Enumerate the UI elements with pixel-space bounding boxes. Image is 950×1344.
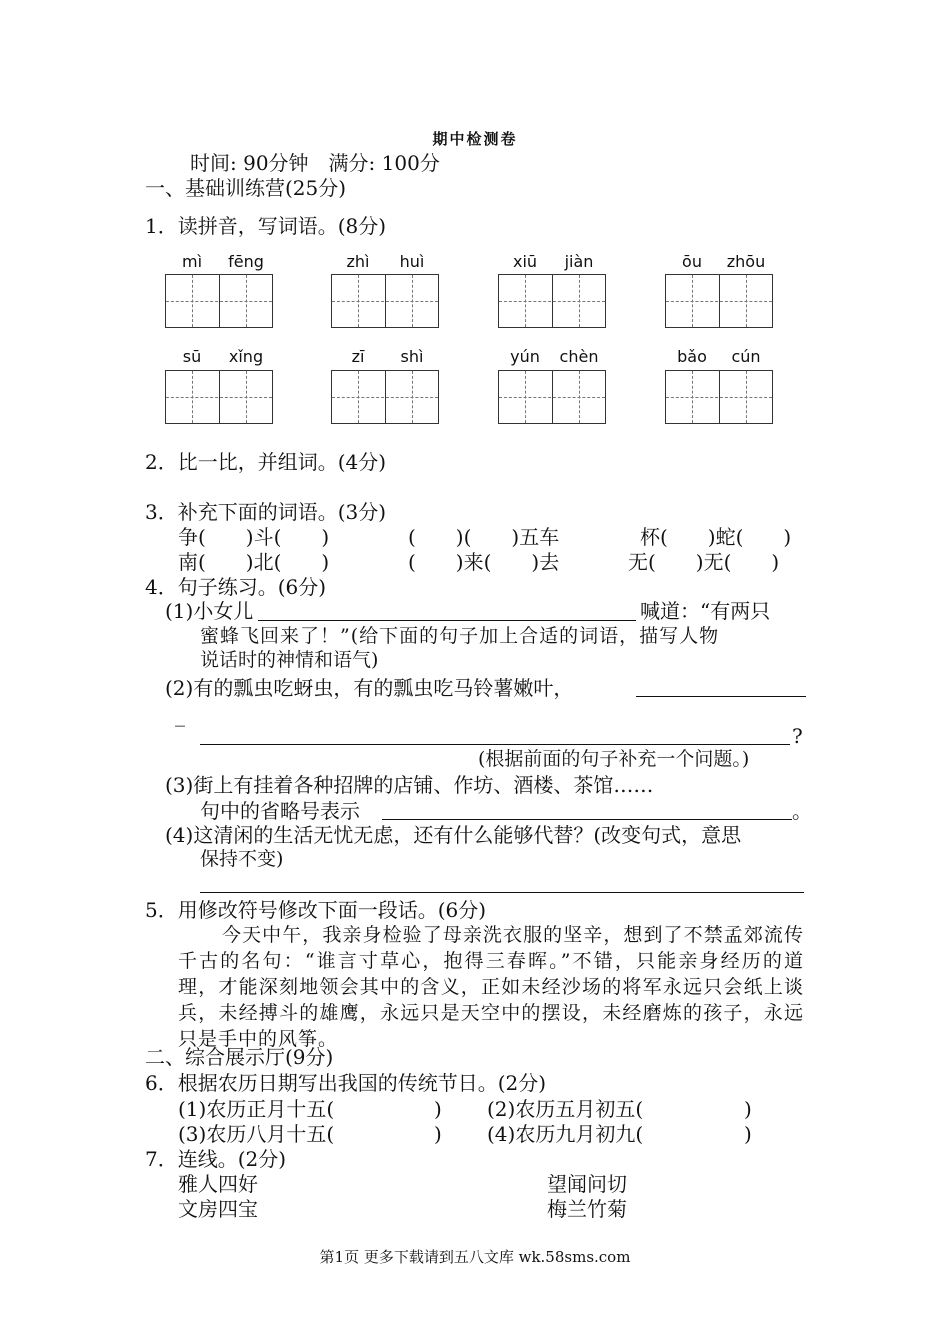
q5-paragraph: 今天中午，我亲身检验了母亲洗衣服的坚辛，想到了不禁孟郊流传千古的名句：“谁言寸草心，抱得三春晖。”不错，只能亲身经历的道理，才能深刻地领会其中的含义，正如未经沙场的将军永远只会纸上谈兵，未经搏斗的雄鹰，永远只是天空中的摆设，未经磨炼的孩子，永远只是手中的风筝。 <box>178 924 804 1050</box>
q4-p4-line2: 保持不变) <box>200 848 284 870</box>
q3-row2-item: ( )来( )去 <box>408 550 560 574</box>
q6-item-close: ) <box>434 1097 442 1121</box>
pinyin-syllable: xiū <box>512 252 538 271</box>
q4-p2-question-mark: ? <box>792 724 803 748</box>
q3-row2-item: 南( )北( ) <box>178 550 330 574</box>
pinyin-syllable: bǎo <box>677 347 707 366</box>
pinyin-syllable: cún <box>731 347 761 366</box>
q4-p4-blank[interactable] <box>200 892 804 893</box>
pinyin-syllable: shì <box>400 347 424 366</box>
writing-grid[interactable] <box>165 370 273 424</box>
pinyin-syllable: huì <box>399 252 425 271</box>
q1-label: 1．读拼音，写词语。(8分) <box>145 214 387 238</box>
q6-item: (2)农历五月初五( <box>487 1097 644 1121</box>
pinyin-syllable: zhōu <box>726 252 766 271</box>
q3-row2-item: 无( )无( ) <box>628 550 780 574</box>
q4-p1-line3: 说话时的神情和语气) <box>200 649 379 671</box>
page-title: 期中检测卷 <box>432 130 518 148</box>
q4-p3-blank[interactable] <box>382 819 792 820</box>
writing-grid[interactable] <box>498 370 606 424</box>
q3-label: 3．补充下面的词语。(3分) <box>145 500 387 524</box>
q4-p1-start: (1)小女儿 <box>165 599 254 623</box>
q4-p3-line1: (3)街上有挂着各种招牌的店铺、作坊、酒楼、茶馆…… <box>165 773 654 797</box>
pinyin-syllable: ōu <box>682 252 702 271</box>
q4-p3-line2: 句中的省略号表示 <box>200 799 360 823</box>
exam-meta: 时间: 90分钟 满分: 100分 <box>190 151 440 175</box>
pinyin-syllable: chèn <box>559 347 599 366</box>
pinyin-syllable: xǐng <box>228 347 264 366</box>
q4-p2-dash: _ <box>175 703 185 727</box>
section-2-heading: 二、综合展示厅(9分) <box>145 1045 334 1069</box>
q7-label: 7．连线。(2分) <box>145 1147 287 1171</box>
pinyin-syllable: zī <box>351 347 365 366</box>
q4-p1-blank[interactable] <box>258 620 636 621</box>
q3-row1-item: ( )( )五车 <box>408 525 560 549</box>
q3-row1-item: 争( )斗( ) <box>178 525 330 549</box>
writing-grid[interactable] <box>165 274 273 328</box>
q4-p1-line2: 蜜蜂飞回来了！”(给下面的句子加上合适的词语，描写人物 <box>200 625 720 647</box>
q4-p1-end: 喊道：“有两只 <box>640 599 771 623</box>
q6-label: 6．根据农历日期写出我国的传统节日。(2分) <box>145 1071 547 1095</box>
q7-left-item[interactable]: 文房四宝 <box>178 1197 258 1221</box>
q4-p2-line1: (2)有的瓢虫吃蚜虫，有的瓢虫吃马铃薯嫩叶， <box>165 676 574 700</box>
q7-right-item[interactable]: 梅兰竹菊 <box>547 1197 627 1221</box>
pinyin-syllable: mì <box>181 252 203 271</box>
q6-item-close: ) <box>434 1122 442 1146</box>
q4-p3-end: 。 <box>792 799 812 823</box>
pinyin-syllable: sū <box>182 347 202 366</box>
q4-p2-blank-1[interactable] <box>636 696 806 697</box>
q3-row1-item: 杯( )蛇( ) <box>640 525 792 549</box>
pinyin-syllable: jiàn <box>564 252 594 271</box>
writing-grid[interactable] <box>331 274 439 328</box>
q7-right-item[interactable]: 望闻问切 <box>547 1172 627 1196</box>
q5-label: 5．用修改符号修改下面一段话。(6分) <box>145 898 487 922</box>
section-1-heading: 一、基础训练营(25分) <box>145 176 347 200</box>
q6-item-close: ) <box>744 1122 752 1146</box>
q6-item: (3)农历八月十五( <box>178 1122 335 1146</box>
q4-p2-blank-2[interactable] <box>200 744 790 745</box>
q7-left-item[interactable]: 雅人四好 <box>178 1172 258 1196</box>
q4-label: 4．句子练习。(6分) <box>145 575 327 599</box>
q2-label: 2．比一比，并组词。(4分) <box>145 450 387 474</box>
q6-item: (1)农历正月十五( <box>178 1097 335 1121</box>
pinyin-syllable: yún <box>510 347 540 366</box>
q4-p4-line1: (4)这清闲的生活无忧无虑，还有什么能够代替？(改变句式，意思 <box>165 823 742 847</box>
page-footer: 第1页 更多下载请到五八文库 wk.58sms.com <box>319 1248 631 1266</box>
writing-grid[interactable] <box>498 274 606 328</box>
pinyin-syllable: fēng <box>228 252 264 271</box>
q4-p2-note: (根据前面的句子补充一个问题。) <box>478 748 750 770</box>
writing-grid[interactable] <box>331 370 439 424</box>
q6-item-close: ) <box>744 1097 752 1121</box>
writing-grid[interactable] <box>665 370 773 424</box>
writing-grid[interactable] <box>665 274 773 328</box>
q6-item: (4)农历九月初九( <box>487 1122 644 1146</box>
pinyin-syllable: zhì <box>346 252 370 271</box>
